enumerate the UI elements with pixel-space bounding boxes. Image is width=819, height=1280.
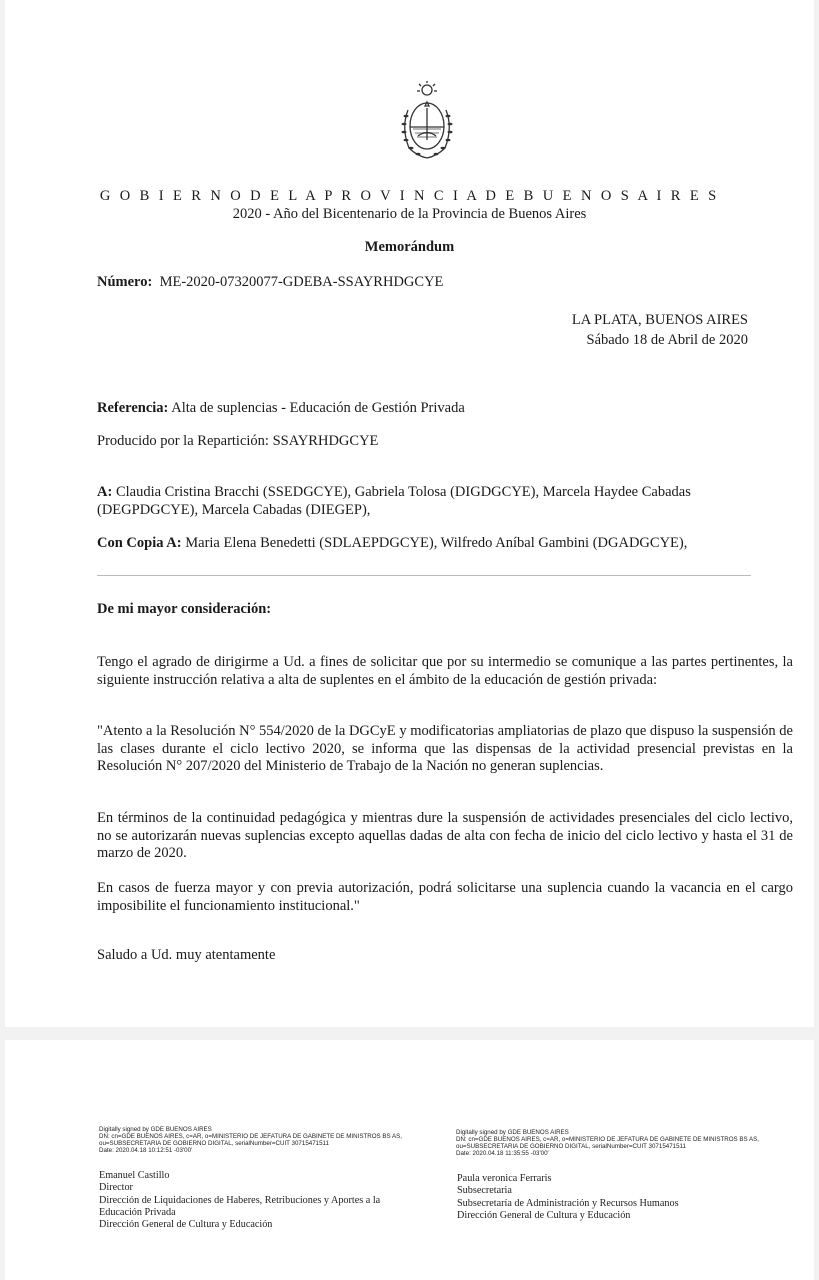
stamp-line: ou=SUBSECRETARIA DE GOBIERNO DIGITAL, serialNumber=CUIT 30715471511	[456, 1142, 686, 1150]
coat-of-arms-seal	[399, 80, 455, 164]
reference-label: Referencia:	[97, 400, 169, 416]
number-label: Número:	[97, 274, 153, 290]
produced-by: Producido por la Repartición: SSAYRHDGCYE	[97, 433, 379, 449]
document-number	[97, 274, 443, 292]
signer-block-1	[99, 1170, 419, 1231]
stamp-line: DN: cn=GDE BUENOS AIRES, c=AR, o=MINISTERIO DE JEFATURA DE GABINETE DE MINISTROS BS AS,	[99, 1132, 402, 1140]
signer-area: Educación Privada	[99, 1206, 176, 1218]
signer-name: Emanuel Castillo	[99, 1170, 170, 1181]
memo-page-1	[5, 0, 814, 1027]
copy-to-value: Maria Elena Benedetti (SDLAEPDGCYE), Wilfredo Aníbal Gambini (DGADGCYE),	[185, 535, 688, 551]
stamp-line: Digitally signed by GDE BUENOS AIRES	[456, 1129, 569, 1136]
copy-to	[97, 535, 687, 553]
paragraph-3: En términos de la continuidad pedagógica y mientras dure la suspensión de actividades presenciales del ciclo lectivo, no se autorizarán nuevas suplencias excepto aquellas dadas de alta con fecha de inicio del ciclo lectivo y hasta el 31 de marzo de 2020.	[97, 810, 793, 861]
closing: Saludo a Ud. muy atentamente	[97, 947, 276, 963]
signer-role: Subsecretaria	[457, 1185, 512, 1197]
copy-to-label: Con Copia A:	[97, 535, 182, 551]
recipients	[97, 484, 797, 519]
place: LA PLATA, BUENOS AIRES	[571, 312, 748, 328]
number-value: ME-2020-07320077-GDEBA-SSAYRHDGCYE	[159, 274, 444, 290]
recipients-line1: Claudia Cristina Bracchi (SSEDGCYE), Gabriela Tolosa (DIGDGCYE), Marcela Haydee Cabadas	[115, 484, 691, 500]
signer-name: Paula veronica Ferraris	[457, 1173, 552, 1184]
signer-block-2	[457, 1173, 777, 1222]
stamp-line: Date: 2020.04.18 10:12:51 -03'00'	[99, 1146, 193, 1154]
recipients-line2: (DEGPDGCYE), Marcela Cabadas (DIEGEP),	[97, 501, 371, 518]
government-header: G O B I E R N O D E L A P R O V I N C I A D E B U E N O S A I R E S	[99, 188, 720, 204]
paragraph-4: En casos de fuerza mayor y con previa autorización, podrá solicitarse una suplencia cuando la vacancia en el cargo imposibilite el funcionamiento institucional."	[97, 880, 793, 914]
document-type-title: Memorándum	[364, 239, 455, 255]
stamp-line: DN: cn=GDE BUENOS AIRES, c=AR, o=MINISTERIO DE JEFATURA DE GABINETE DE MINISTROS BS AS,	[456, 1135, 759, 1143]
year-motto: 2020 - Año del Bicentenario de la Provincia de Buenos Aires	[232, 206, 587, 222]
greeting: De mi mayor consideración:	[97, 601, 272, 617]
memo-page-2	[5, 1040, 814, 1280]
stamp-line: ou=SUBSECRETARIA DE GOBIERNO DIGITAL, serialNumber=CUIT 30715471511	[99, 1139, 329, 1147]
digital-signature-stamp-2	[456, 1130, 796, 1158]
digital-signature-stamp-1	[99, 1127, 439, 1155]
reference	[97, 400, 465, 418]
signer-area: Subsecretaría de Administración y Recursos Humanos	[457, 1197, 679, 1209]
divider	[97, 575, 751, 576]
recipients-label: A:	[97, 484, 113, 500]
signer-role: Director	[99, 1182, 133, 1194]
reference-value: Alta de suplencias - Educación de Gestión Privada	[171, 400, 465, 416]
paragraph-1: Tengo el agrado de dirigirme a Ud. a fines de solicitar que por su intermedio se comunique a las partes pertinentes, la siguiente instrucción relativa a alta de suplentes en el ámbito de la educación de gestión privada:	[97, 654, 793, 688]
paragraph-2: "Atento a la Resolución N° 554/2020 de la DGCyE y modificatorias ampliatorias de plazo que dispuso la suspensión de las clases durante el ciclo lectivo 2020, se informa que las dispensas de la actividad presencial previstas en la Resolución N° 207/2020 del Ministerio de Trabajo de la Nación no generan suplencias.	[97, 723, 793, 774]
signer-org: Dirección General de Cultura y Educación	[457, 1209, 631, 1221]
date: Sábado 18 de Abril de 2020	[586, 332, 748, 348]
signer-org: Dirección General de Cultura y Educación	[99, 1219, 273, 1231]
stamp-line: Date: 2020.04.18 11:35:55 -03'00'	[456, 1149, 549, 1157]
stamp-line: Digitally signed by GDE BUENOS AIRES	[99, 1126, 212, 1133]
signer-area: Dirección de Liquidaciones de Haberes, Retribuciones y Aportes a la	[99, 1194, 381, 1206]
